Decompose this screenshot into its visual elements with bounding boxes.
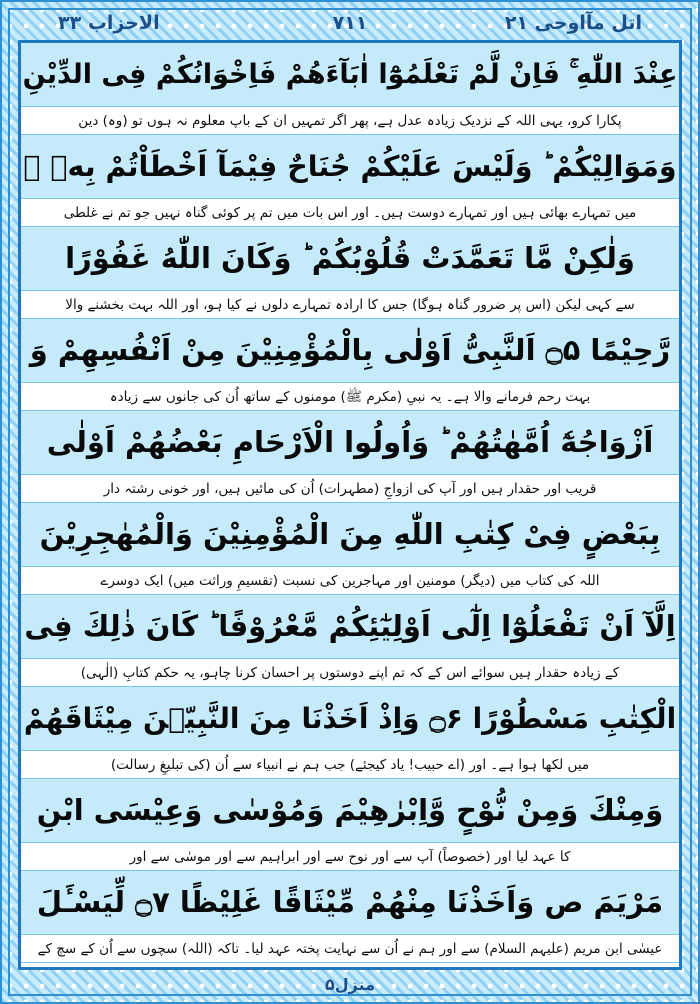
- arabic-line: وَمِنْكَ وَمِنْ نُّوْحٍ وَّاِبْرٰهِيْمَ وَمُوْسٰى وَعِيْسَى ابْنِ: [21, 779, 679, 842]
- urdu-translation-line: میں لکھا ہوا ہے۔ اور (اے حبیب! یاد کیجئے) جب ہم نے انبیاء سے اُن (کی تبلیغِ رسالت): [21, 750, 679, 779]
- urdu-translation-line: قریب اور حقدار ہیں اور آپ کی ازواجِ (مطہرات) اُن کی مائیں ہیں، اور خونی رشتہ دار: [21, 474, 679, 503]
- arabic-line: اِلَّآ اَنْ تَفْعَلُوْٓا اِلٰٓى اَوْلِيٰٓئِكُمْ مَّعْرُوْفًا ؕ كَانَ ذٰلِكَ فِى: [21, 595, 679, 658]
- arabic-line: رَّحِيْمًا ۝۵ اَلنَّبِىُّ اَوْلٰى بِالْمُؤْمِنِيْنَ مِنْ اَنْفُسِهِمْ وَ: [21, 319, 679, 382]
- surah-name: الاحزاب ۳۳: [58, 12, 160, 34]
- arabic-line: بِبَعْضٍ فِىْ كِتٰبِ اللّٰهِ مِنَ الْمُؤْمِنِيْنَ وَالْمُهٰجِرِيْنَ: [21, 503, 679, 566]
- urdu-translation-line: اللہ کی کتاب میں (دیگر) مومنین اور مہاجرین کی نسبت (تقسیمِ وراثت میں) ایک دوسرے: [21, 566, 679, 595]
- page-header: [18, 10, 682, 40]
- urdu-translation-line: کا عہد لیا اور (خصوصاً) آپ سے اور نوح سے اور ابراہیم سے اور موسٰی سے اور: [21, 842, 679, 871]
- arabic-line: الْكِتٰبِ مَسْطُوْرًا ۝۶ وَاِذْ اَخَذْنَا مِنَ النَّبِيّٖنَ مِيْثَاقَهُمْ: [21, 687, 679, 750]
- urdu-translation-line: پکارا کرو، یہی اللہ کے نزدیک زیادہ عدل ہے، پھر اگر تمہیں ان کے باپ معلوم نہ ہوں تو (وہ) دین: [21, 106, 679, 135]
- urdu-translation-line: کے زیادہ حقدار ہیں سوائے اس کے کہ تم اپنے دوستوں پر احسان کرنا چاہو، یہ حکم کتابِ (الٰہی): [21, 658, 679, 687]
- urdu-translation-line: سے کہی لیکن (اس پر ضرور گناہ ہوگا) جس کا ارادہ تمہارے دلوں نے کیا ہو، اور اللہ بہت بخشنے والا: [21, 290, 679, 319]
- arabic-line: وَمَوَالِيْكُمْ ؕ وَلَيْسَ عَلَيْكُمْ جُنَاحٌ فِيْمَآ اَخْطَاْتُمْ بِهٖ ۙ: [21, 135, 679, 198]
- arabic-line: عِنْدَ اللّٰهِ ۚ فَاِنْ لَّمْ تَعْلَمُوْٓا اٰبَآءَهُمْ فَاِخْوَانُكُمْ فِى الدِّيْنِ: [21, 43, 679, 106]
- manzil-marker: منزل۵: [324, 975, 376, 994]
- arabic-line: وَلٰكِنْ مَّا تَعَمَّدَتْ قُلُوْبُكُمْ ؕ وَكَانَ اللّٰهُ غَفُوْرًا: [21, 227, 679, 290]
- page-number: ۷۱۱: [332, 12, 368, 34]
- urdu-translation-line: بہت رحم فرمانے والا ہے۔ یہ نبیِ (مکرم ﷺ) مومنوں کے ساتھ اُن کی جانوں سے زیادہ: [21, 382, 679, 411]
- arabic-line: مَرْيَمَ ص وَاَخَذْنَا مِنْهُمْ مِّيْثَاقًا غَلِيْظًا ۝۷ لِّيَسْـَٔلَ: [21, 871, 679, 934]
- urdu-translation-line: میں تمہارے بھائی ہیں اور تمہارے دوست ہیں۔ اور اس بات میں تم پر کوئی گناہ نہیں جو تم نے غلطی: [21, 198, 679, 227]
- juz-name: اتل مآاوحی ۲۱: [504, 12, 642, 34]
- urdu-translation-line: عیسٰی ابن مریم (علیہم السلام) سے اور ہم نے اُن سے نہایت پختہ عہد لیا۔ تاکہ (اللہ) سچوں سے اُن کے سچ کے: [21, 934, 679, 963]
- arabic-line: اَزْوَاجُهٗٓ اُمَّهٰتُهُمْ ؕ وَاُولُوا الْاَرْحَامِ بَعْضُهُمْ اَوْلٰى: [21, 411, 679, 474]
